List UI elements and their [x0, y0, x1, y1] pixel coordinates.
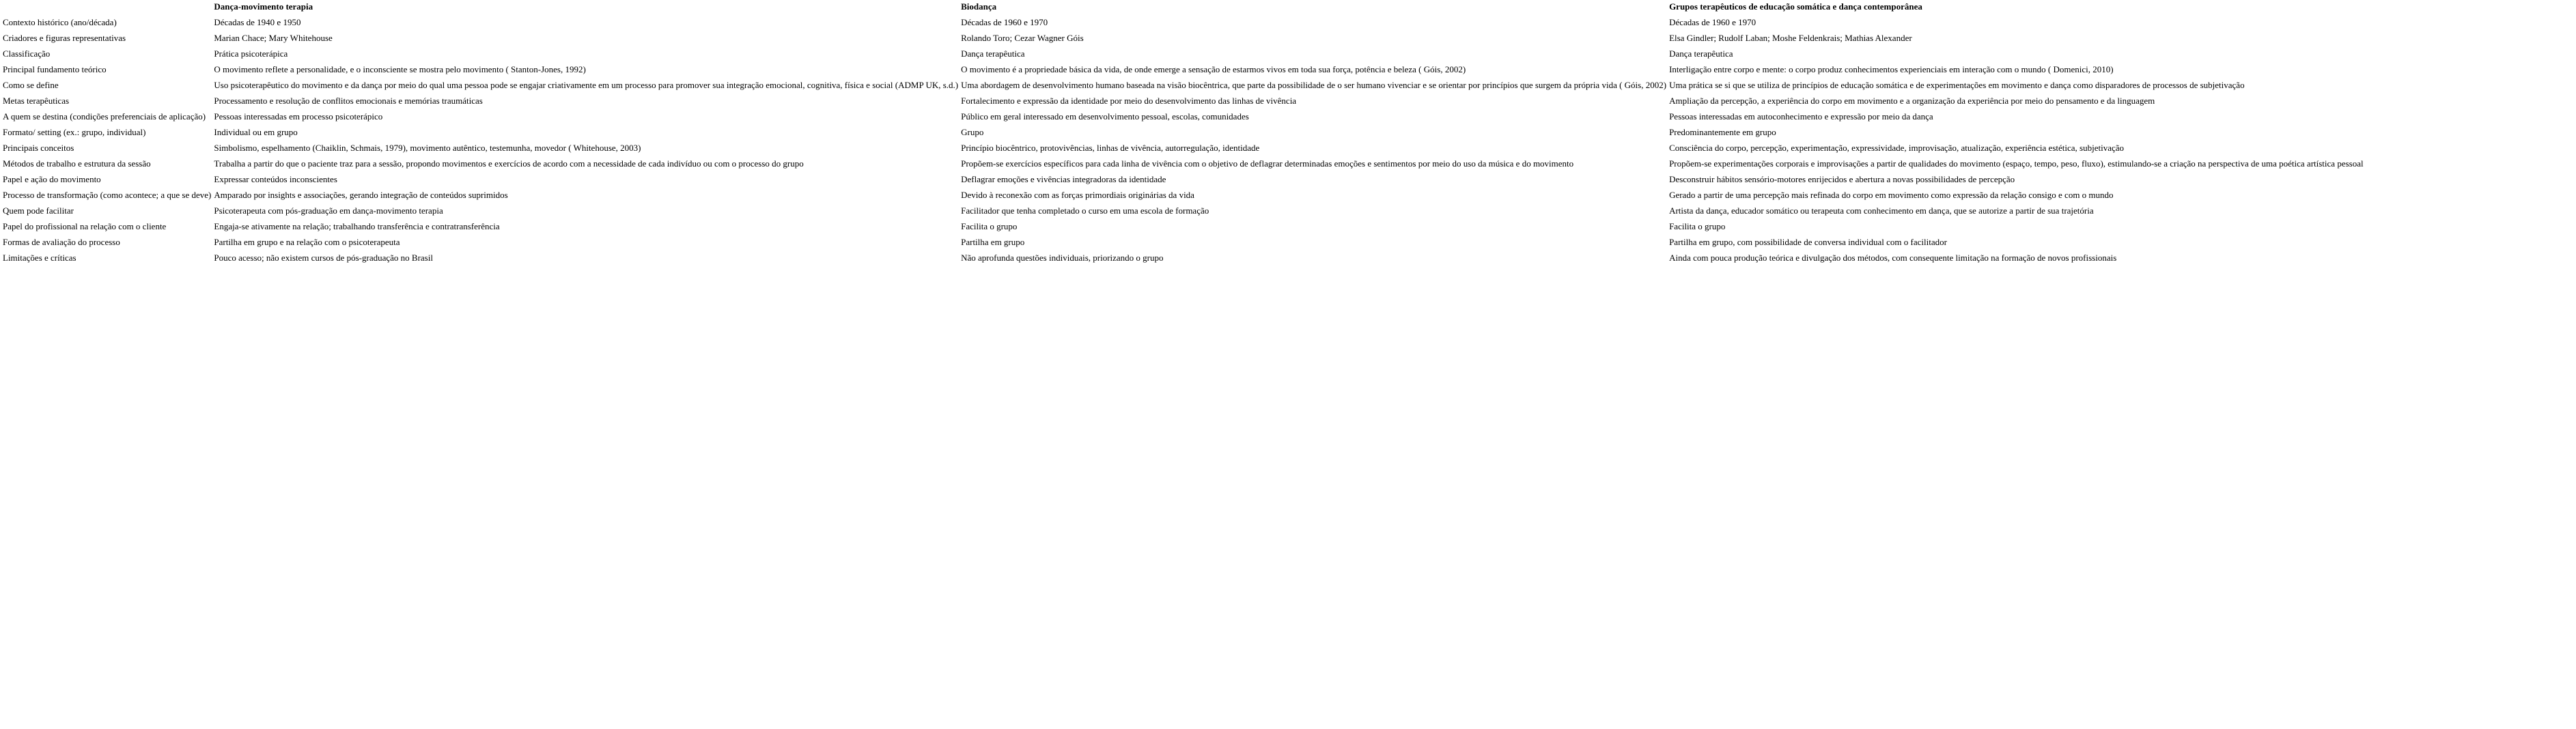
table-cell: Pessoas interessadas em autoconhecimento e expressão por meio da dança	[1669, 111, 1933, 121]
table-cell: Ainda com pouca produção teórica e divulgação dos métodos, com consequente limitação na formação de novos profissionais	[1669, 253, 2117, 263]
table-cell: Décadas de 1960 e 1970	[961, 17, 1048, 27]
table-cell: Partilha em grupo, com possibilidade de conversa individual com o facilitador	[1669, 237, 1947, 247]
row-label-cell: Quem pode facilitar	[3, 205, 74, 216]
table-cell: Público em geral interessado em desenvolvimento pessoal, escolas, comunidades	[961, 111, 1249, 121]
table-cell: Partilha em grupo	[961, 237, 1025, 247]
table-cell: Simbolismo, espelhamento (Chaiklin, Schmais, 1979), movimento autêntico, testemunha, movedor ( Whitehouse, 2003)	[214, 143, 641, 153]
row-label-cell: Criadores e figuras representativas	[3, 33, 126, 43]
table-cell: Engaja-se ativamente na relação; trabalhando transferência e contratransferência	[214, 221, 500, 231]
table-cell: Devido à reconexão com as forças primordiais originárias da vida	[961, 190, 1194, 200]
table-cell: Pouco acesso; não existem cursos de pós-graduação no Brasil	[214, 253, 433, 263]
table-cell: Pessoas interessadas em processo psicoterápico	[214, 111, 383, 121]
table-cell: Grupo	[961, 127, 984, 137]
row-label-cell: Formas de avaliação do processo	[3, 237, 120, 247]
table-cell: Décadas de 1960 e 1970	[1669, 17, 1756, 27]
table-cell: Amparado por insights e associações, gerando integração de conteúdos suprimidos	[214, 190, 508, 200]
table-cell: Individual ou em grupo	[214, 127, 298, 137]
table-row	[1, 220, 2365, 235]
table-row	[1, 94, 2365, 110]
table-cell: Psicoterapeuta com pós-graduação em dança-movimento terapia	[214, 205, 443, 216]
table-body	[1, 16, 2365, 267]
comparison-table	[1, 0, 2365, 267]
row-label-cell: Papel e ação do movimento	[3, 174, 101, 184]
table-cell: Dança terapêutica	[1669, 48, 1733, 59]
table-cell: Décadas de 1940 e 1950	[214, 17, 301, 27]
table-cell: Gerado a partir de uma percepção mais refinada do corpo em movimento como expressão da relação consigo e com o mundo	[1669, 190, 2114, 200]
header-cell-biodanca: Biodança	[961, 1, 997, 12]
table-cell: Uso psicoterapêutico do movimento e da dança por meio do qual uma pessoa pode se engajar criativamente em um processo para promover sua integração emocional, cognitiva, física e social (ADMP UK, s.d.)	[214, 80, 959, 90]
row-label-cell: Papel do profissional na relação com o cliente	[3, 221, 167, 231]
table-cell: Não aprofunda questões individuais, priorizando o grupo	[961, 253, 1164, 263]
table-row	[1, 204, 2365, 220]
row-label-cell: Como se define	[3, 80, 59, 90]
table-row	[1, 78, 2365, 94]
header-cell-somatic-groups: Grupos terapêuticos de educação somática e dança contemporânea	[1669, 1, 1922, 12]
table-row	[1, 173, 2365, 188]
table-cell: Interligação entre corpo e mente: o corpo produz conhecimentos experienciais em interação com o mundo ( Domenici, 2010)	[1669, 64, 2114, 74]
table-cell: O movimento reflete a personalidade, e o inconsciente se mostra pelo movimento ( Stanton-Jones, 1992)	[214, 64, 586, 74]
table-cell: Uma prática se si que se utiliza de princípios de educação somática e de experimentações em movimento e dança como disparadores de processos de subjetivação	[1669, 80, 2245, 90]
row-label-cell: Formato/ setting (ex.: grupo, individual)	[3, 127, 146, 137]
row-label-cell: Principal fundamento teórico	[3, 64, 107, 74]
table-row	[1, 157, 2365, 173]
table-row	[1, 251, 2365, 267]
table-row	[1, 63, 2365, 78]
table-cell: Prática psicoterápica	[214, 48, 288, 59]
table-cell: Consciência do corpo, percepção, experimentação, expressividade, improvisação, atualização, experiência estética, subjetivação	[1669, 143, 2125, 153]
table-cell: Processamento e resolução de conflitos emocionais e memórias traumáticas	[214, 96, 483, 106]
table-cell: Deflagrar emoções e vivências integradoras da identidade	[961, 174, 1166, 184]
table-cell: Partilha em grupo e na relação com o psicoterapeuta	[214, 237, 400, 247]
table-row	[1, 188, 2365, 204]
table-cell: Artista da dança, educador somático ou terapeuta com conhecimento em dança, que se autorize a partir de sua trajetória	[1669, 205, 2094, 216]
row-label-cell: Processo de transformação (como acontece; a que se deve)	[3, 190, 212, 200]
table-row	[1, 110, 2365, 126]
table-cell: Propõem-se experimentações corporais e improvisações a partir de qualidades do movimento (espaço, tempo, peso, fluxo), estimulando-se a criação na perspectiva de uma poética artística pessoal	[1669, 158, 2364, 169]
row-label-cell: A quem se destina (condições preferenciais de aplicação)	[3, 111, 206, 121]
header-row	[1, 0, 2365, 16]
row-label-cell: Métodos de trabalho e estrutura da sessão	[3, 158, 151, 169]
table-cell: Desconstruir hábitos sensório-motores enrijecidos e abertura a novas possibilidades de percepção	[1669, 174, 2015, 184]
table-cell: Predominantemente em grupo	[1669, 127, 1776, 137]
table-cell: Rolando Toro; Cezar Wagner Góis	[961, 33, 1084, 43]
table-cell: O movimento é a propriedade básica da vida, de onde emerge a sensação de estarmos vivos em toda sua força, potência e beleza ( Góis, 2002)	[961, 64, 1466, 74]
table-cell: Propõem-se exercícios específicos para cada linha de vivência com o objetivo de deflagrar determinadas emoções e sentimentos por meio do uso da música e do movimento	[961, 158, 1574, 169]
table-cell: Facilitador que tenha completado o curso em uma escola de formação	[961, 205, 1209, 216]
table-cell: Expressar conteúdos inconscientes	[214, 174, 337, 184]
row-label-cell: Limitações e críticas	[3, 253, 76, 263]
table-row	[1, 47, 2365, 63]
table-row	[1, 126, 2365, 141]
table-row	[1, 235, 2365, 251]
table-cell: Dança terapêutica	[961, 48, 1025, 59]
table-cell: Facilita o grupo	[961, 221, 1018, 231]
table-cell: Ampliação da percepção, a experiência do corpo em movimento e a organização da experiência por meio do pensamento e da linguagem	[1669, 96, 2155, 106]
table-cell: Trabalha a partir do que o paciente traz para a sessão, propondo movimentos e exercícios de acordo com a necessidade de cada indivíduo ou com o processo do grupo	[214, 158, 804, 169]
table-row	[1, 141, 2365, 157]
table-cell: Marian Chace; Mary Whitehouse	[214, 33, 333, 43]
table-cell: Fortalecimento e expressão da identidade por meio do desenvolvimento das linhas de vivência	[961, 96, 1297, 106]
table-cell: Princípio biocêntrico, protovivências, linhas de vivência, autorregulação, identidade	[961, 143, 1260, 153]
row-label-cell: Classificação	[3, 48, 51, 59]
table-row	[1, 16, 2365, 31]
header-cell-empty	[1, 0, 212, 16]
row-label-cell: Principais conceitos	[3, 143, 74, 153]
header-cell-dance-movement-therapy: Dança-movimento terapia	[214, 1, 313, 12]
row-label-cell: Contexto histórico (ano/década)	[3, 17, 117, 27]
table-row	[1, 31, 2365, 47]
table-cell: Elsa Gindler; Rudolf Laban; Moshe Feldenkrais; Mathias Alexander	[1669, 33, 1912, 43]
row-label-cell: Metas terapêuticas	[3, 96, 70, 106]
table-cell: Uma abordagem de desenvolvimento humano baseada na visão biocêntrica, que parte da possibilidade de o ser humano vivenciar e se orientar por princípios que surgem da própria vida ( Góis, 2002)	[961, 80, 1667, 90]
table-cell: Facilita o grupo	[1669, 221, 1726, 231]
